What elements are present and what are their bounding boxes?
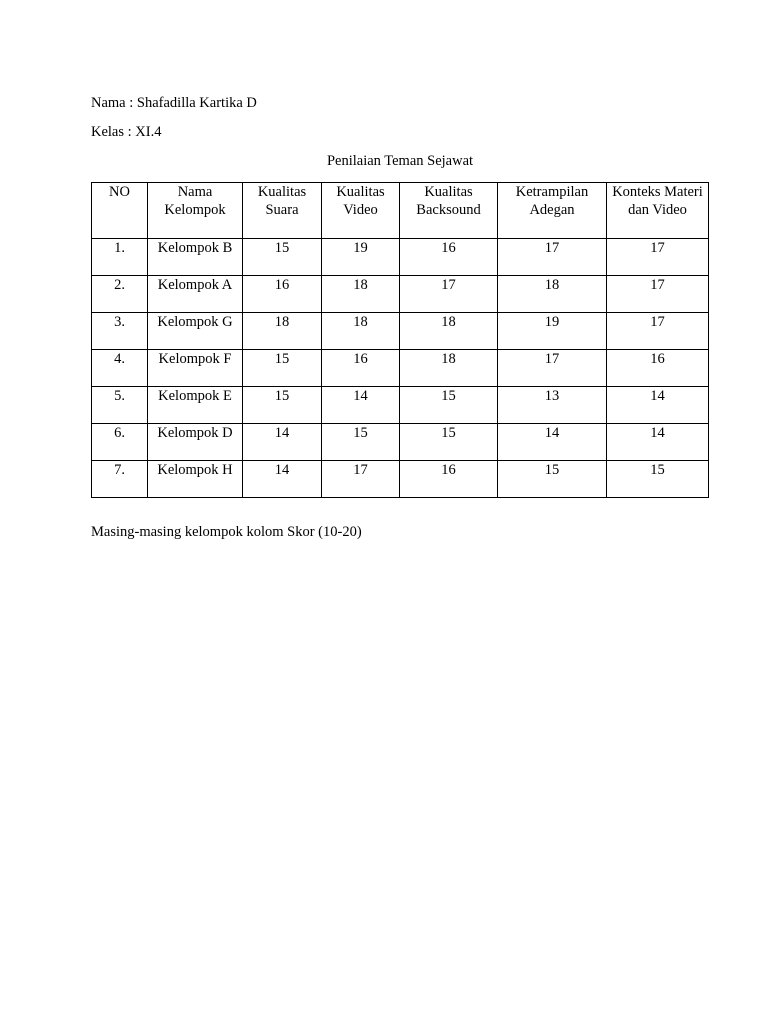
cell-score: 18: [322, 313, 400, 350]
cell-score: 15: [243, 350, 322, 387]
cell-score: 18: [322, 276, 400, 313]
header-kualitas-backsound: Kualitas Backsound: [400, 183, 498, 239]
cell-score: 13: [498, 387, 607, 424]
cell-score: 16: [243, 276, 322, 313]
table-row: [92, 276, 709, 313]
cell-score: 16: [400, 239, 498, 276]
table-row: [92, 461, 709, 498]
cell-group: Kelompok F: [148, 350, 243, 387]
cell-score: 17: [322, 461, 400, 498]
header-kualitas-suara: Kualitas Suara: [243, 183, 322, 239]
cell-score: 16: [322, 350, 400, 387]
cell-score: 17: [607, 276, 709, 313]
cell-group: Kelompok H: [148, 461, 243, 498]
header-kualitas-video: Kualitas Video: [322, 183, 400, 239]
cell-score: 17: [607, 313, 709, 350]
table-row: [92, 313, 709, 350]
cell-score: 14: [607, 424, 709, 461]
cell-score: 16: [607, 350, 709, 387]
cell-score: 14: [322, 387, 400, 424]
header-no: NO: [92, 183, 148, 239]
header-nama-kelompok: Nama Kelompok: [148, 183, 243, 239]
cell-group: Kelompok B: [148, 239, 243, 276]
cell-score: 14: [243, 461, 322, 498]
cell-score: 17: [400, 276, 498, 313]
cell-score: 17: [498, 350, 607, 387]
header-ketrampilan-adegan: Ketrampilan Adegan: [498, 183, 607, 239]
cell-score: 15: [607, 461, 709, 498]
cell-no: 4.: [92, 350, 148, 387]
cell-score: 18: [243, 313, 322, 350]
cell-score: 19: [498, 313, 607, 350]
cell-score: 15: [400, 424, 498, 461]
cell-no: 5.: [92, 387, 148, 424]
document-title: Penilaian Teman Sejawat: [326, 153, 474, 169]
table-row: [92, 350, 709, 387]
cell-score: 15: [243, 387, 322, 424]
cell-score: 18: [400, 350, 498, 387]
student-class: Kelas : XI.4: [91, 124, 162, 140]
cell-group: Kelompok E: [148, 387, 243, 424]
peer-assessment-table: [91, 182, 709, 498]
cell-no: 6.: [92, 424, 148, 461]
cell-score: 15: [400, 387, 498, 424]
cell-score: 15: [322, 424, 400, 461]
cell-no: 7.: [92, 461, 148, 498]
cell-score: 18: [400, 313, 498, 350]
cell-score: 14: [607, 387, 709, 424]
cell-score: 15: [243, 239, 322, 276]
cell-group: Kelompok D: [148, 424, 243, 461]
header-konteks-materi: Konteks Materi dan Video: [607, 183, 709, 239]
student-name: Nama : Shafadilla Kartika D: [91, 95, 257, 111]
cell-no: 3.: [92, 313, 148, 350]
table-row: [92, 424, 709, 461]
table-header-row: [92, 183, 709, 239]
cell-score: 18: [498, 276, 607, 313]
cell-score: 15: [498, 461, 607, 498]
score-range-note: Masing-masing kelompok kolom Skor (10-20): [91, 524, 362, 540]
table-row: [92, 239, 709, 276]
cell-group: Kelompok G: [148, 313, 243, 350]
cell-score: 17: [498, 239, 607, 276]
cell-score: 16: [400, 461, 498, 498]
cell-no: 1.: [92, 239, 148, 276]
cell-group: Kelompok A: [148, 276, 243, 313]
table-row: [92, 387, 709, 424]
cell-score: 19: [322, 239, 400, 276]
cell-score: 14: [498, 424, 607, 461]
cell-no: 2.: [92, 276, 148, 313]
cell-score: 17: [607, 239, 709, 276]
cell-score: 14: [243, 424, 322, 461]
